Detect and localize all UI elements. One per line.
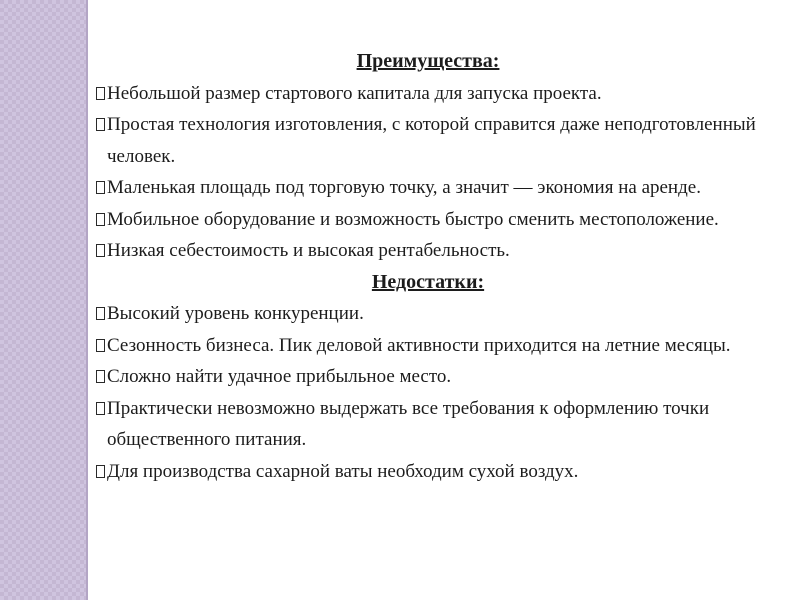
list-item (96, 330, 760, 362)
empty-checkbox-icon (96, 118, 105, 131)
list-item-text: Высокий уровень конкуренции. (107, 303, 364, 324)
empty-checkbox-icon (96, 370, 105, 383)
list-item-text: Для производства сахарной ваты необходим сухой воздух. (107, 460, 579, 482)
slide-accent-sidebar (0, 0, 88, 600)
list-item (96, 172, 760, 204)
list-item (96, 109, 760, 172)
list-item (96, 361, 760, 393)
list-item-text: Простая технология изготовления, с которой справится даже неподготовленный человек. (107, 114, 756, 167)
empty-checkbox-icon (96, 244, 105, 257)
list-item-text: Мобильное оборудование и возможность быстро сменить местоположение. (107, 208, 719, 230)
disadvantages-section (96, 267, 760, 488)
list-item-text: Маленькая площадь под торговую точку, а значит — экономия на аренде. (107, 177, 701, 198)
list-item-text: Практически невозможно выдержать все требования к оформлению точки общественного питания. (107, 397, 710, 450)
list-item-text: Сезонность бизнеса. Пик деловой активности приходится на летние месяцы. (107, 334, 731, 356)
list-item (96, 204, 760, 236)
empty-checkbox-icon (96, 465, 105, 478)
empty-checkbox-icon (96, 307, 105, 320)
empty-checkbox-icon (96, 402, 105, 415)
list-item (96, 235, 760, 267)
list-item (96, 456, 760, 488)
list-item-text: Небольшой размер стартового капитала для запуска проекта. (107, 82, 602, 104)
list-item (96, 393, 760, 456)
empty-checkbox-icon (96, 213, 105, 226)
list-item (96, 78, 760, 110)
advantages-heading: Преимущества: (356, 50, 500, 72)
slide-content (88, 0, 800, 487)
empty-checkbox-icon (96, 87, 105, 100)
list-item-text: Низкая себестоимость и высокая рентабельность. (107, 240, 510, 261)
list-item (96, 298, 760, 330)
empty-checkbox-icon (96, 181, 105, 194)
list-item-text: Сложно найти удачное прибыльное место. (107, 366, 452, 387)
empty-checkbox-icon (96, 339, 105, 352)
advantages-section (96, 46, 760, 267)
disadvantages-heading: Недостатки: (371, 270, 485, 293)
